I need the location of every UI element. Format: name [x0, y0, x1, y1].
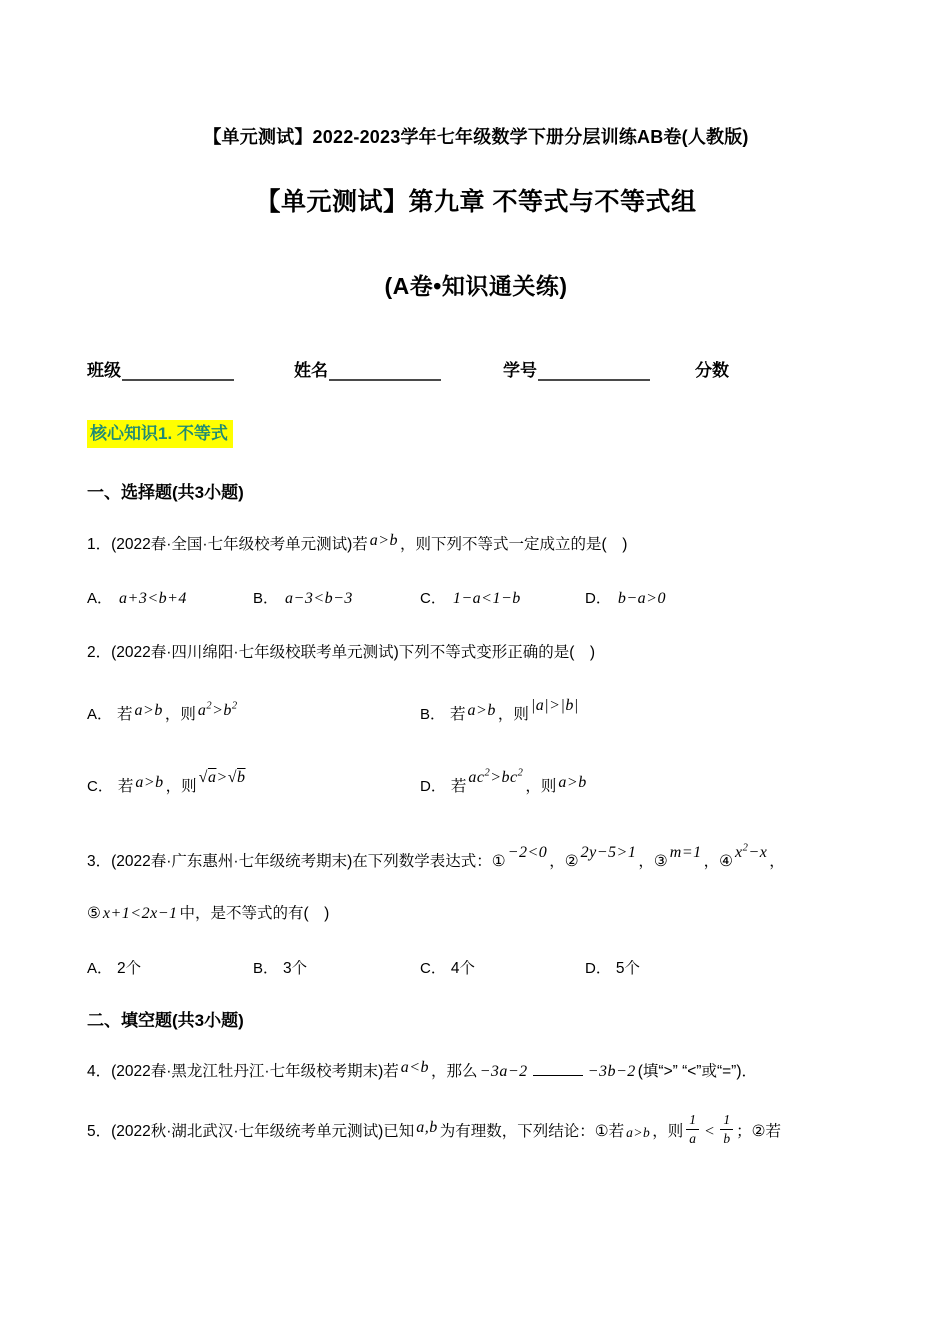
question-2-option-a	[87, 702, 420, 728]
option-label: C．	[87, 778, 113, 795]
question-2-option-b	[420, 697, 865, 728]
question-2-stem	[87, 640, 865, 666]
math-expression: −3b−2	[587, 1063, 636, 1080]
math-expression: a>b	[134, 702, 163, 719]
math-expression: x+1<2x−1	[102, 905, 178, 922]
math-expression: $a^2>b^2$	[197, 700, 238, 719]
text-segment: 若	[450, 706, 466, 723]
math-expression: a>b	[626, 1125, 651, 1140]
text-segment: 3个	[283, 960, 308, 977]
class-blank-line	[122, 359, 234, 381]
option-content	[451, 960, 475, 977]
text-segment: 5个	[615, 960, 640, 977]
fraction: $\frac{1}{a}$	[686, 1112, 699, 1147]
student-info-row	[87, 356, 865, 381]
math-expression: <	[704, 1123, 716, 1140]
score-field	[695, 356, 729, 381]
question-1-option-d	[585, 586, 865, 612]
math-expression: |a|>|b|	[530, 697, 579, 714]
class-field	[87, 356, 234, 381]
question-3-option-c	[420, 956, 585, 982]
math-expression: −3a−2	[479, 1063, 528, 1080]
name-blank-line	[329, 359, 441, 381]
text-segment: 4．(2022春·黑龙江牡丹江·七年级校考期末)若	[87, 1063, 399, 1080]
document-title: 【单元测试】第九章 不等式与不等式组	[255, 188, 697, 216]
option-label: D．	[420, 778, 446, 795]
math-expression: b−a>0	[617, 590, 666, 607]
name-field	[294, 356, 441, 381]
text-segment: ，④	[703, 853, 734, 870]
fraction: $\frac{1}{b}$	[720, 1112, 733, 1147]
option-content	[117, 960, 141, 977]
option-label: B．	[253, 960, 279, 977]
text-segment: ，则	[497, 706, 529, 723]
question-5-stem	[87, 1112, 865, 1152]
section-2-heading: 二、填空题(共3小题)	[87, 1011, 244, 1030]
option-content	[283, 590, 355, 607]
question-2-option-d	[420, 767, 865, 800]
math-expression: a<b	[400, 1059, 430, 1076]
math-expression: a>b	[369, 532, 399, 549]
option-label: A．	[87, 706, 113, 723]
student-id-field	[503, 356, 650, 381]
option-content	[451, 590, 523, 607]
option-label: B．	[420, 706, 446, 723]
option-content	[450, 697, 581, 723]
class-label: 班级	[87, 361, 121, 380]
question-1-options	[87, 586, 865, 612]
option-content	[117, 700, 240, 723]
text-segment: 若	[117, 706, 133, 723]
text-segment: 3．(2022春·广东惠州·七年级统考期末)在下列数学表达式：①	[87, 853, 506, 870]
option-content	[283, 960, 307, 977]
text-segment: 4个	[450, 960, 475, 977]
option-label: A．	[87, 590, 113, 607]
option-label: C．	[420, 960, 446, 977]
question-2-options-row-1	[87, 697, 865, 728]
option-content	[450, 767, 589, 795]
text-segment: ，那么	[431, 1063, 478, 1080]
text-segment: 中，是不等式的有( )	[179, 905, 330, 922]
option-label: D．	[585, 960, 611, 977]
question-3-option-d	[585, 956, 865, 982]
text-segment: ，则	[652, 1123, 684, 1140]
math-expression: √a>√b	[198, 769, 246, 786]
answer-blank	[533, 1060, 583, 1076]
question-1-stem	[87, 532, 865, 558]
math-expression: 2y−5>1	[580, 844, 637, 861]
text-segment: 若	[450, 778, 467, 795]
text-segment: 若	[117, 778, 134, 795]
knowledge-tag: 核心知识1. 不等式	[87, 420, 233, 448]
text-segment: 为有理数，下列结论：①若	[439, 1123, 625, 1140]
text-segment: ，则下列不等式一定成立的是( )	[400, 536, 628, 553]
student-id-blank-line	[538, 359, 650, 381]
math-expression: a−3<b−3	[285, 590, 353, 607]
text-segment: ，则	[165, 778, 197, 795]
question-1-option-c	[420, 586, 585, 612]
document-header: 【单元测试】2022-2023学年七年级数学下册分层训练AB卷(人教版)	[203, 127, 749, 147]
question-3-stem-line-2	[87, 901, 865, 927]
question-1-option-b	[253, 586, 420, 612]
text-segment: 5．(2022秋·湖北武汉·七年级统考单元测试)已知	[87, 1123, 415, 1140]
math-expression: −2<0	[507, 844, 548, 861]
option-label: C．	[420, 590, 446, 607]
math-expression: m=1	[669, 844, 702, 861]
option-content	[117, 590, 189, 607]
option-content	[117, 769, 248, 795]
option-content	[616, 960, 640, 977]
section-1-heading: 一、选择题(共3小题)	[87, 483, 244, 502]
math-expression: a>b	[558, 774, 587, 791]
math-expression: $ac^2>bc^2$	[468, 767, 524, 786]
option-label: A．	[87, 960, 113, 977]
option-label: D．	[585, 590, 611, 607]
text-segment: ⑤	[87, 905, 101, 922]
name-label: 姓名	[294, 361, 328, 380]
question-2-option-c	[87, 769, 420, 800]
document-subtitle: (A卷•知识通关练)	[384, 273, 568, 299]
knowledge-tag-row	[87, 420, 865, 448]
option-label: B．	[253, 590, 279, 607]
text-segment: 1．(2022春·全国·七年级校考单元测试)若	[87, 536, 368, 553]
option-content	[616, 590, 668, 607]
question-4-stem	[87, 1059, 865, 1085]
text-segment: ，	[769, 853, 785, 870]
math-expression: 1−a<1−b	[452, 590, 521, 607]
question-3-option-b	[253, 956, 420, 982]
score-label: 分数	[695, 361, 729, 380]
math-expression: a+3<b+4	[119, 590, 187, 607]
student-id-label: 学号	[503, 361, 537, 380]
question-3-option-a	[87, 956, 253, 982]
text-segment: 2个	[117, 960, 142, 977]
text-segment: 2．(2022春·四川绵阳·七年级校联考单元测试)下列不等式变形正确的是( )	[87, 644, 596, 661]
text-segment: (填“>” “<”或“=”)．	[637, 1063, 758, 1080]
math-expression: $x^2-x$	[735, 842, 768, 861]
question-2-options-row-2	[87, 767, 865, 800]
math-expression: a>b	[135, 774, 164, 791]
text-segment: ，③	[638, 853, 668, 870]
text-segment: ；②若	[736, 1123, 781, 1140]
math-expression: a,b	[416, 1119, 438, 1136]
question-3-stem-line-1	[87, 842, 865, 875]
text-segment: ，则	[525, 778, 557, 795]
math-expression: a>b	[467, 702, 496, 719]
text-segment: ，则	[164, 706, 196, 723]
question-1-option-a	[87, 586, 253, 612]
question-3-options	[87, 956, 865, 982]
text-segment: ，②	[549, 853, 579, 870]
